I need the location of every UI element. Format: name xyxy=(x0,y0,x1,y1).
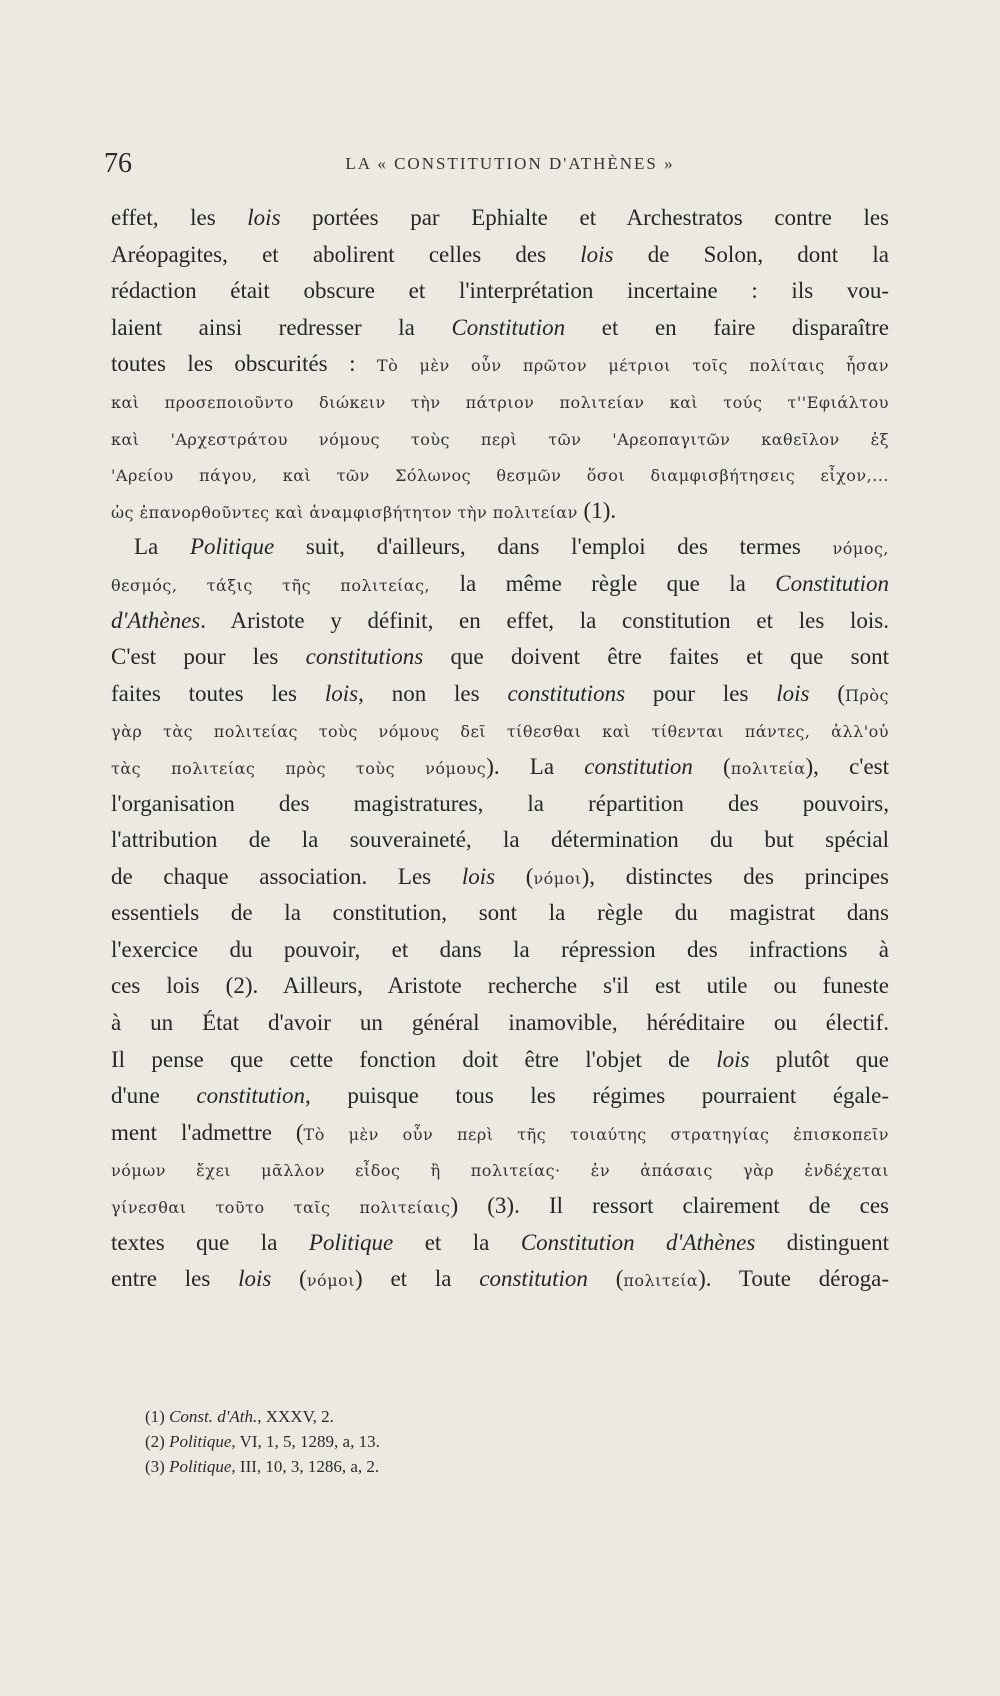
italic-term: lois xyxy=(238,1266,272,1292)
text-run: toutes les obscurités : xyxy=(111,351,377,377)
text-run: de Solon, dont la xyxy=(613,241,889,267)
text-line xyxy=(111,493,889,530)
text-run: laient ainsi redresser la xyxy=(111,314,452,340)
text-run: . Aristote y définit, en effet, la constitution et les lois. xyxy=(200,607,889,633)
text-run: et en faire disparaître xyxy=(565,314,889,340)
footnote xyxy=(145,1404,845,1429)
greek-quotation: Τὸ μὲν οὖν περὶ τῆς τοιαύτης στρατηγίας ἐπισκοπεῖν xyxy=(303,1124,889,1144)
text-line xyxy=(111,273,889,310)
italic-term: Constitution d'Athènes xyxy=(520,1229,756,1255)
text-line xyxy=(111,603,889,640)
text-run: essentiels de la constitution, sont la règle du magistrat dans xyxy=(111,900,889,926)
footnote-citation: , VI, 1, 5, 1289, a, 13. xyxy=(231,1432,380,1451)
greek-quotation: 'Αρείου πάγου, καὶ τῶν Σόλωνος θεσμῶν ὅσοι διαμφισβήτησεις εἶχον,... xyxy=(111,466,889,486)
italic-term: lois xyxy=(461,863,496,889)
footnote-reference: Politique xyxy=(169,1457,232,1476)
greek-quotation: νόμων ἔχει μᾶλλον εἶδος ἢ πολιτείας· ἐν ἁπάσαις γὰρ ἐνδέχεται xyxy=(111,1161,889,1181)
text-line xyxy=(111,1151,889,1188)
text-run: faites toutes les xyxy=(111,680,325,706)
footnote-mark: (2) xyxy=(145,1432,170,1451)
text-line xyxy=(111,529,889,566)
text-run: ( xyxy=(495,863,534,889)
text-run: ). La xyxy=(486,753,585,779)
italic-term: constitution xyxy=(584,753,693,779)
text-run: distinguent xyxy=(755,1229,889,1255)
text-line xyxy=(111,1005,889,1042)
text-run: Aréopagites, et abolirent celles des xyxy=(111,241,581,267)
text-line xyxy=(111,1225,889,1262)
text-run: la même règle que la xyxy=(430,570,776,596)
text-line xyxy=(111,1115,889,1152)
text-line xyxy=(111,859,889,896)
italic-term: lois xyxy=(580,241,614,267)
text-line xyxy=(111,639,889,676)
text-run: de chaque association. Les xyxy=(111,863,462,889)
greek-quotation: Πρὸς xyxy=(845,685,889,705)
text-run: l'attribution de la souveraineté, la détermination du but spécial xyxy=(111,827,889,853)
text-run: ) et la xyxy=(355,1266,480,1292)
italic-term: lois xyxy=(247,205,281,230)
italic-term: Politique xyxy=(189,534,275,560)
text-run: ), distinctes des principes xyxy=(581,863,889,889)
italic-term: lois xyxy=(716,1046,750,1072)
text-run: l'exercice du pouvoir, et dans la répression des infractions à xyxy=(111,936,889,962)
text-line xyxy=(111,895,889,932)
text-run: entre les xyxy=(111,1266,239,1292)
text-run: d'une xyxy=(111,1083,197,1109)
text-line xyxy=(111,1261,889,1298)
text-line xyxy=(111,712,889,749)
text-run: , non les xyxy=(358,680,508,706)
footnote-reference: Const. d'Ath. xyxy=(169,1407,258,1426)
text-line xyxy=(111,566,889,603)
italic-term: Constitution xyxy=(775,570,890,596)
text-line xyxy=(111,456,889,493)
text-run: portées par Ephialte et Archestratos contre les xyxy=(280,205,889,230)
page-number: 76 xyxy=(104,148,132,179)
greek-quotation: νόμοι xyxy=(533,868,582,888)
footnotes xyxy=(145,1404,845,1479)
greek-quotation: ὡς ἐπανορθοῦντες καὶ ἀναμφισβήτητον τὴν πολιτείαν xyxy=(111,502,578,522)
text-run: , puisque tous les régimes pourraient égale- xyxy=(305,1083,889,1109)
italic-term: lois xyxy=(324,680,359,706)
text-run: rédaction était obscure et l'interprétation incertaine : ils vou- xyxy=(111,278,889,304)
text-run: pour les xyxy=(625,680,777,706)
greek-quotation: καὶ προσεποιοῦντο διώκειν τὴν πάτριον πολιτείαν καὶ τούς τ''Εφιάλτου xyxy=(111,392,889,412)
text-run: ( xyxy=(587,1266,624,1292)
text-line xyxy=(111,200,889,237)
text-line xyxy=(111,1188,889,1225)
text-line xyxy=(111,932,889,969)
page-header xyxy=(100,148,900,188)
italic-term: constitution xyxy=(479,1266,588,1292)
main-text xyxy=(111,200,889,1298)
footnote-citation: , III, 10, 3, 1286, a, 2. xyxy=(231,1457,380,1476)
text-line xyxy=(111,420,889,457)
footnote xyxy=(145,1429,845,1454)
text-run: ( xyxy=(809,680,846,706)
footnote xyxy=(145,1454,845,1479)
text-line xyxy=(111,822,889,859)
text-line xyxy=(111,237,889,274)
greek-quotation: Τὸ μὲν οὖν πρῶτον μέτριοι τοῖς πολίταις ἦσαν xyxy=(376,356,890,376)
text-run: effet, les xyxy=(111,205,248,230)
text-run: textes que la xyxy=(111,1229,309,1255)
footnote-mark: (1) xyxy=(145,1407,170,1426)
text-line xyxy=(111,346,889,383)
text-line xyxy=(111,786,889,823)
greek-quotation: τὰς πολιτείας πρὸς τοὺς νόμους xyxy=(111,758,487,778)
italic-term: Constitution xyxy=(451,314,566,340)
footnote-citation: , XXXV, 2. xyxy=(257,1407,334,1426)
text-line xyxy=(111,676,889,713)
text-run: suit, d'ailleurs, dans l'emploi des termes xyxy=(274,534,833,560)
text-line xyxy=(111,749,889,786)
text-run: plutôt que xyxy=(749,1046,889,1072)
italic-term: lois xyxy=(776,680,810,706)
text-run: ment l'admettre ( xyxy=(111,1119,304,1145)
greek-quotation: νόμοι xyxy=(306,1271,355,1291)
text-run: ( xyxy=(692,753,731,779)
greek-quotation: νόμος, xyxy=(832,539,889,559)
text-run: ces lois (2). Ailleurs, Aristote recherche s'il est utile ou funeste xyxy=(111,973,889,999)
footnote-mark: (3) xyxy=(145,1457,170,1476)
running-head: LA « CONSTITUTION D'ATHÈNES » xyxy=(345,154,675,173)
italic-term: Politique xyxy=(308,1229,394,1255)
text-run: ( xyxy=(271,1266,307,1292)
text-run: La xyxy=(111,534,190,560)
text-run: ) (3). Il ressort clairement de ces xyxy=(450,1193,889,1219)
greek-quotation: πολιτεία xyxy=(623,1271,699,1291)
italic-term: constitutions xyxy=(305,644,424,670)
greek-quotation: καὶ 'Αρχεστράτου νόμους τοὺς περὶ τῶν 'Αρεοπαγιτῶν καθεῖλον ἐξ xyxy=(111,429,889,449)
text-run: (1). xyxy=(577,497,617,523)
greek-quotation: θεσμός, τάξις τῆς πολιτείας, xyxy=(111,575,431,595)
text-line xyxy=(111,310,889,347)
text-line xyxy=(111,968,889,1005)
footnote-reference: Politique xyxy=(169,1432,232,1451)
greek-quotation: γίνεσθαι τοῦτο ταῖς πολιτείαις xyxy=(111,1198,451,1218)
text-run: à un État d'avoir un général inamovible, héréditaire ou électif. xyxy=(111,1010,889,1036)
text-run: que doivent être faites et que sont xyxy=(423,644,889,670)
text-run: Il pense que cette fonction doit être l'objet de xyxy=(111,1046,717,1072)
greek-quotation: πολιτεία xyxy=(730,758,806,778)
text-run: ), c'est xyxy=(805,753,889,779)
italic-term: constitution xyxy=(196,1083,306,1109)
text-run: ). Toute déroga- xyxy=(698,1266,890,1292)
text-line xyxy=(111,1042,889,1079)
italic-term: constitutions xyxy=(507,680,626,706)
text-line xyxy=(111,383,889,420)
text-line xyxy=(111,1078,889,1115)
text-run: l'organisation des magistratures, la répartition des pouvoirs, xyxy=(111,790,889,816)
italic-term: d'Athènes xyxy=(111,607,201,633)
greek-quotation: γὰρ τὰς πολιτείας τοὺς νόμους δεῖ τίθεσθαι καὶ τίθενται πάντες, ἀλλ'οὐ xyxy=(111,722,889,742)
text-run: et la xyxy=(393,1229,521,1255)
text-run: C'est pour les xyxy=(111,644,306,670)
